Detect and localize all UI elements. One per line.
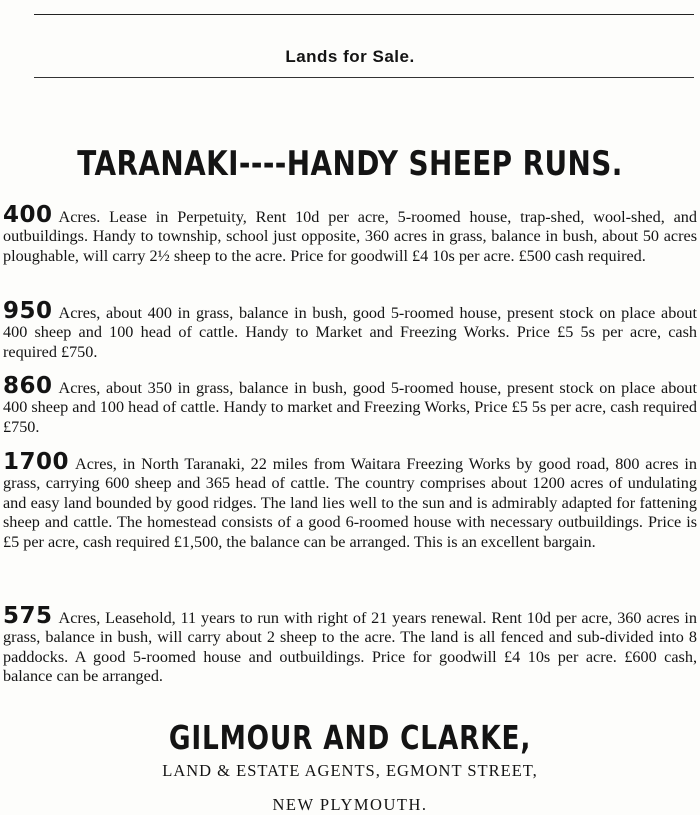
listing-description: Acres. Lease in Perpetuity, Rent 10d per acre, 5-roomed house, trap-shed, wool-shed, and outbuildings. Handy to township, school just opposite, 360 acres in grass, balance in bush, about 50 acres ploughable, will carry 2½ sheep to the acre. Price for goodwill £4 10s per acre. £500 cash required. bbox=[3, 208, 697, 265]
listing-950-acres bbox=[3, 298, 697, 362]
listing-acreage: 575 bbox=[3, 603, 53, 629]
listing-description: Acres, about 400 in grass, balance in bush, good 5-roomed house, present stock on place about 400 sheep and 100 head of cattle. Handy to Market and Freezing Works. Price £5 5s per acre, cash required £750. bbox=[3, 304, 697, 361]
listing-description: Acres, about 350 in grass, balance in bush, good 5-roomed house, present stock on place about 400 sheep and 100 head of cattle. Handy to market and Freezing Works, Price £5 5s per acre, cash required £750. bbox=[3, 379, 697, 436]
town-name: NEW PLYMOUTH. bbox=[272, 795, 428, 814]
listing-acreage: 950 bbox=[3, 298, 53, 324]
heading-rule bbox=[34, 77, 694, 78]
listing-description: Acres, Leasehold, 11 years to run with right of 21 years renewal. Rent 10d per acre, 360 acres in grass, balance in bush, will carry about 2 sheep to the acre. The land is all fenced and sub-divided into 8 paddocks. A good 5-roomed house and outbuildings. Price for goodwill £4 10s per acre. £600 cash, balance can be arranged. bbox=[3, 609, 697, 686]
top-rule bbox=[34, 14, 694, 15]
listing-860-acres bbox=[3, 373, 697, 437]
firm-name: GILMOUR AND CLARKE, bbox=[168, 718, 532, 757]
listing-acreage: 1700 bbox=[3, 449, 70, 475]
listing-acreage: 400 bbox=[3, 202, 53, 228]
agents-address: LAND & ESTATE AGENTS, EGMONT STREET, bbox=[162, 761, 538, 780]
listing-description: Acres, in North Taranaki, 22 miles from Waitara Freezing Works by good road, 800 acres in grass, carrying 600 sheep and 365 head of cattle. The country comprises about 1200 acres of undulating and easy land bounded by good ridges. The land lies well to the sun and is admirably adapted for fattening sheep and cattle. The homestead consists of a good 6-roomed house with necessary outbuildings. Price is £5 per acre, cash required £1,500, the balance can be arranged. This is an excellent bargain. bbox=[3, 455, 697, 551]
section-heading: Lands for Sale. bbox=[285, 47, 415, 66]
listing-acreage: 860 bbox=[3, 373, 53, 399]
listing-1700-acres bbox=[3, 449, 697, 552]
advert-title: TARANAKI----HANDY SHEEP RUNS. bbox=[77, 144, 623, 184]
listing-575-acres bbox=[3, 603, 697, 687]
listing-400-acres bbox=[3, 202, 697, 266]
